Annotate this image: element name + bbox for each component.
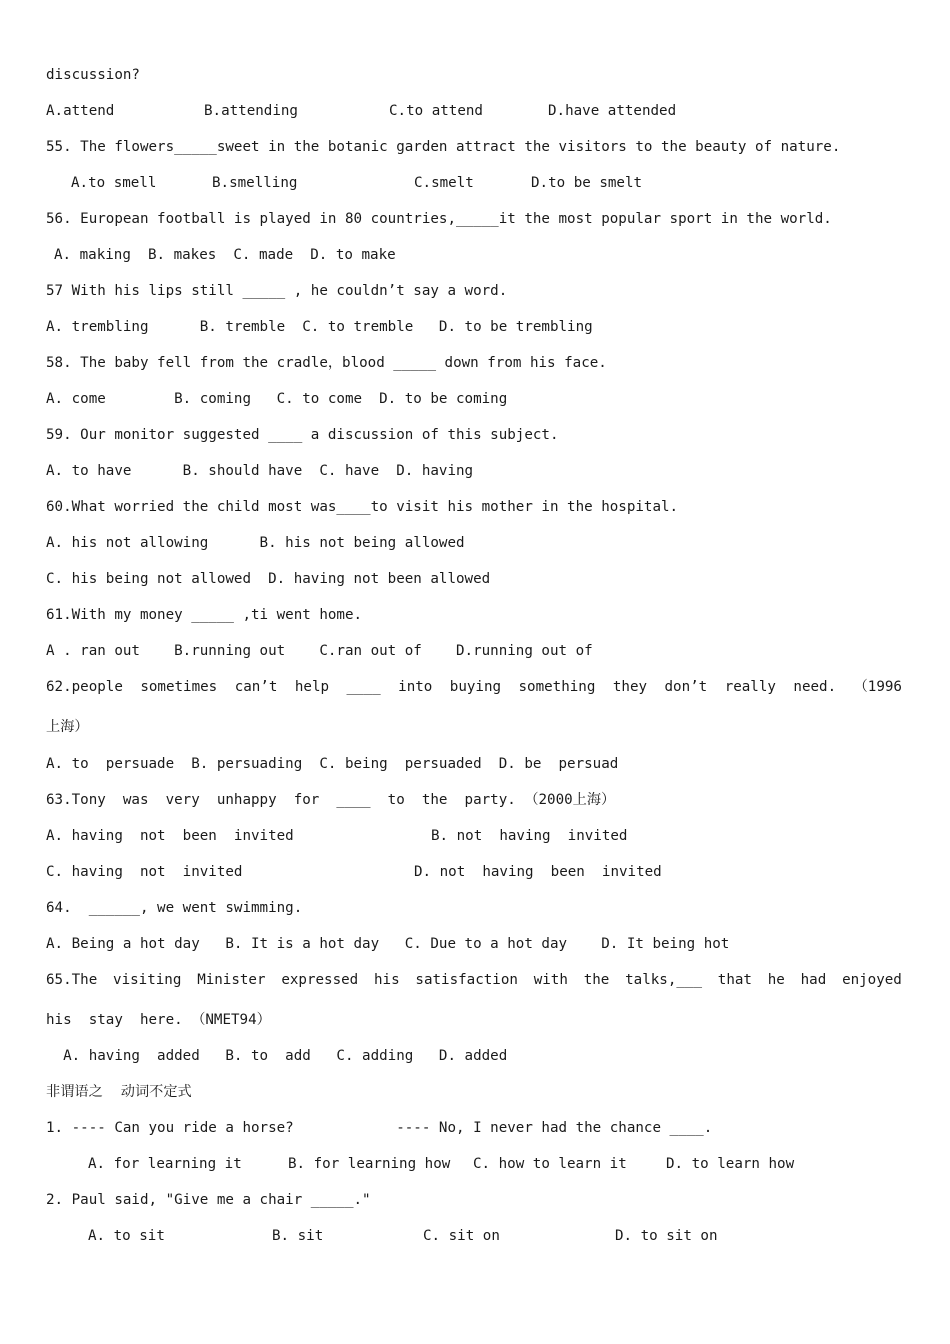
question-65-options: A. having added B. to add C. adding D. added bbox=[46, 1048, 508, 1064]
q54-option-b: B.attending bbox=[204, 103, 298, 119]
infinitive-question-1-stem: 1. ---- Can you ride a horse? ---- No, I never had the chance ____. bbox=[46, 1120, 713, 1136]
q54-option-c: C.to attend bbox=[389, 103, 483, 119]
q62-word: help bbox=[294, 679, 330, 695]
q62-word: don’t bbox=[664, 679, 708, 695]
i2-option-a: A. to sit bbox=[88, 1228, 165, 1244]
question-59-options: A. to have B. should have C. have D. having bbox=[46, 463, 474, 479]
question-62-stem bbox=[46, 678, 902, 696]
question-58-stem: 58. The baby fell from the cradle，blood _____ down from his face. bbox=[46, 355, 607, 371]
question-62-stem-end: 上海） bbox=[46, 719, 89, 735]
q55-option-c: C.smelt bbox=[414, 175, 474, 191]
q63-option-c: C. having not invited bbox=[46, 864, 243, 880]
q62-word: 62.people bbox=[46, 679, 123, 695]
q63-option-a: A. having not been invited bbox=[46, 828, 294, 844]
q65-word: the bbox=[583, 972, 610, 988]
i2-option-b: B. sit bbox=[272, 1228, 324, 1244]
q54-option-a: A.attend bbox=[46, 103, 115, 119]
q54-option-d: D.have attended bbox=[548, 103, 677, 119]
question-57-options: A. trembling B. tremble C. to tremble D. to be trembling bbox=[46, 319, 593, 335]
infinitive-question-2-stem: 2. Paul said, "Give me a chair _____." bbox=[46, 1192, 371, 1208]
q65-blank: talks,___ bbox=[625, 972, 702, 988]
i1-option-b: B. for learning how bbox=[288, 1156, 451, 1172]
q62-word: something bbox=[518, 679, 596, 695]
question-60-stem: 60.What worried the child most was____to visit his mother in the hospital. bbox=[46, 499, 679, 515]
question-59-stem: 59. Our monitor suggested ____ a discussion of this subject. bbox=[46, 427, 559, 443]
q62-word: can’t bbox=[234, 679, 278, 695]
q55-option-d: D.to be smelt bbox=[531, 175, 643, 191]
question-56-stem: 56. European football is played in 80 countries,_____it the most popular sport in the world. bbox=[46, 211, 832, 227]
q62-word: really bbox=[724, 679, 776, 695]
question-61-options: A . ran out B.running out C.ran out of D.running out of bbox=[46, 643, 593, 659]
question-57-stem: 57 With his lips still _____ , he couldn’t say a word. bbox=[46, 283, 508, 299]
question-65-stem bbox=[46, 971, 902, 989]
q65-word: enjoyed bbox=[842, 972, 902, 988]
q65-word: had bbox=[800, 972, 827, 988]
q62-source: （1996 bbox=[853, 679, 902, 695]
q65-word: expressed bbox=[281, 972, 359, 988]
question-55-stem: 55. The flowers_____sweet in the botanic garden attract the visitors to the beauty of nature. bbox=[46, 139, 841, 155]
question-61-stem: 61.With my money _____ ,ti went home. bbox=[46, 607, 363, 623]
q62-blank: ____ bbox=[346, 679, 381, 695]
q55-option-a: A.to smell bbox=[71, 175, 157, 191]
question-60-options-ab: A. his not allowing B. his not being allowed bbox=[46, 535, 465, 551]
i2-option-c: C. sit on bbox=[423, 1228, 500, 1244]
question-64-options: A. Being a hot day B. It is a hot day C. Due to a hot day D. It being hot bbox=[46, 936, 730, 952]
section-heading: 非谓语之 动词不定式 bbox=[46, 1084, 192, 1100]
i2-option-d: D. to sit on bbox=[615, 1228, 718, 1244]
question-64-stem: 64. ______, we went swimming. bbox=[46, 900, 303, 916]
q65-word: satisfaction bbox=[415, 972, 518, 988]
q62-word: into bbox=[398, 679, 433, 695]
q65-word: he bbox=[767, 972, 785, 988]
q55-option-b: B.smelling bbox=[212, 175, 298, 191]
q62-word: buying bbox=[449, 679, 502, 695]
i1-option-a: A. for learning it bbox=[88, 1156, 242, 1172]
i1-option-c: C. how to learn it bbox=[473, 1156, 627, 1172]
question-63-stem: 63.Tony was very unhappy for ____ to the party. （2000上海） bbox=[46, 792, 616, 808]
q65-word: that bbox=[717, 972, 752, 988]
i1-option-d: D. to learn how bbox=[666, 1156, 795, 1172]
q65-word: with bbox=[533, 972, 568, 988]
question-65-stem-end: his stay here. （NMET94） bbox=[46, 1012, 271, 1028]
q62-word: they bbox=[612, 679, 648, 695]
q65-word: Minister bbox=[197, 972, 266, 988]
q62-word: need. bbox=[793, 679, 837, 695]
question-58-options: A. come B. coming C. to come D. to be coming bbox=[46, 391, 508, 407]
q63-option-b: B. not having invited bbox=[431, 828, 628, 844]
q63-option-d: D. not having been invited bbox=[414, 864, 662, 880]
q65-word: visiting bbox=[113, 972, 182, 988]
question-54-stem-end: discussion? bbox=[46, 67, 140, 83]
q62-word: sometimes bbox=[140, 679, 218, 695]
question-62-options: A. to persuade B. persuading C. being persuaded D. be persuad bbox=[46, 756, 619, 772]
q65-word: his bbox=[374, 972, 400, 988]
question-60-options-cd: C. his being not allowed D. having not been allowed bbox=[46, 571, 491, 587]
question-56-options: A. making B. makes C. made D. to make bbox=[54, 247, 396, 263]
q65-word: 65.The bbox=[46, 972, 98, 988]
